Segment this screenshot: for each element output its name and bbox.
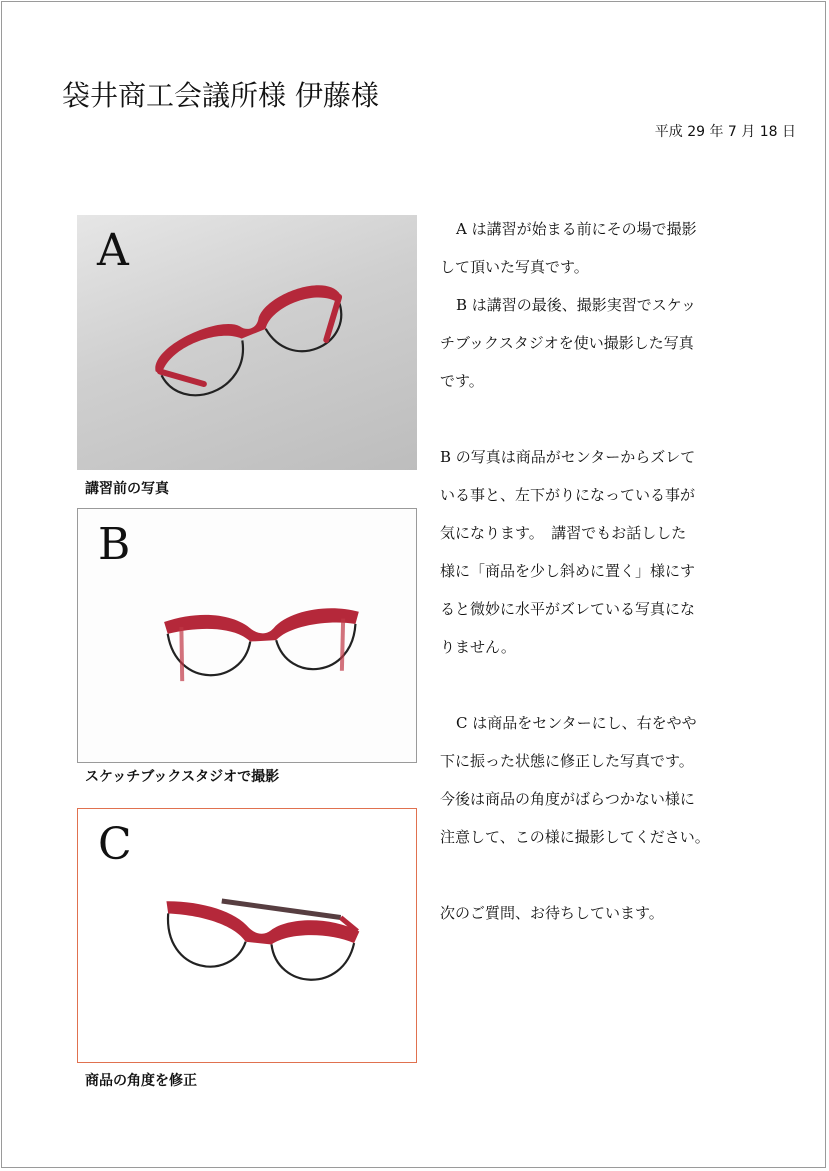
photo-a-glasses bbox=[77, 215, 417, 470]
photo-c-caption: 商品の角度を修正 bbox=[85, 1073, 197, 1089]
paragraph-line: 様に「商品を少し斜めに置く」様にす bbox=[440, 562, 696, 580]
paragraph-line: いる事と、左下がりになっている事が bbox=[440, 486, 696, 504]
paragraph-line: C は商品をセンターにし、右をやや bbox=[456, 714, 697, 732]
paragraph-line: 今後は商品の角度がばらつかない様に bbox=[440, 790, 695, 808]
paragraph-line: 注意して、この様に撮影してください。 bbox=[440, 828, 710, 846]
page-title: 袋井商工会議所様 伊藤様 bbox=[62, 79, 379, 112]
paragraph-line: です。 bbox=[440, 372, 484, 390]
paragraph-line: りません。 bbox=[440, 638, 516, 656]
paragraph-line: チブックスタジオを使い撮影した写真 bbox=[440, 334, 694, 352]
photo-letter-c: C bbox=[98, 819, 132, 870]
photo-b-caption: スケッチブックスタジオで撮影 bbox=[85, 769, 280, 785]
photo-a-caption: 講習前の写真 bbox=[85, 481, 169, 497]
paragraph-line: 気になります。 講習でもお話しした bbox=[440, 524, 687, 542]
document-date: 平成 29 年 7 月 18 日 bbox=[654, 124, 796, 140]
paragraph-line: 下に振った状態に修正した写真です。 bbox=[440, 752, 694, 770]
photo-letter-b: B bbox=[98, 519, 131, 570]
body-text bbox=[440, 210, 770, 932]
paragraph-line: B の写真は商品がセンターからズレて bbox=[440, 448, 696, 466]
paragraph-line: A は講習が始まる前にその場で撮影 bbox=[456, 220, 697, 238]
photo-b-glasses bbox=[77, 508, 417, 763]
photo-letter-a: A bbox=[97, 225, 129, 276]
paragraph-line: して頂いた写真です。 bbox=[440, 258, 589, 276]
paragraph-line: B は講習の最後、撮影実習でスケッ bbox=[456, 296, 697, 314]
paragraph-line: ると微妙に水平がズレている写真にな bbox=[440, 600, 696, 618]
paragraph-line: 次のご質問、お待ちしています。 bbox=[440, 904, 664, 922]
photo-c-glasses bbox=[77, 808, 417, 1063]
